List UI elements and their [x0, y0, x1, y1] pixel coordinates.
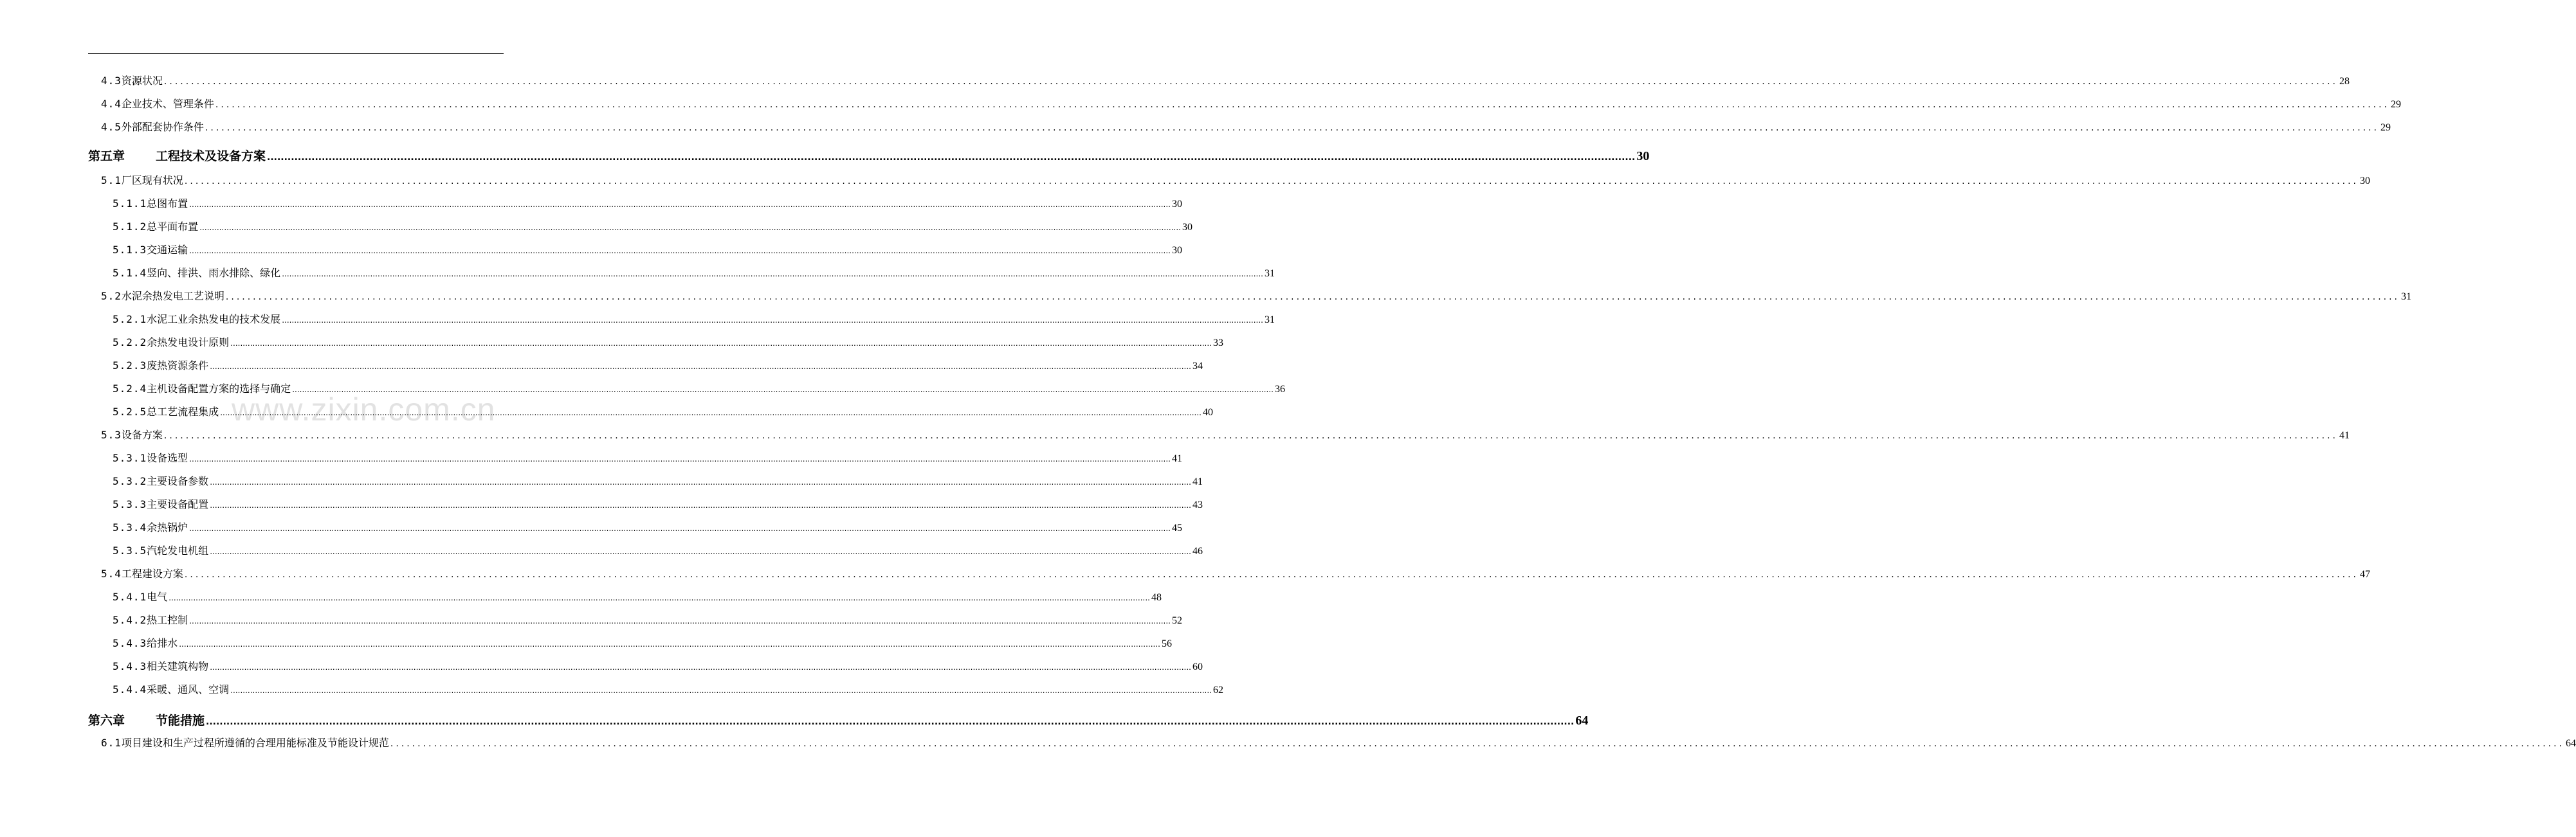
toc-entry[interactable]: [113, 404, 1213, 419]
dot-leader: ................................................................................................................................................................................................................................................................................................................................................................................................................: [210, 478, 1191, 487]
toc-entry-title: [113, 658, 208, 673]
dot-leader: ................................................................................................................................................................................................................................................................................................................................................................................................................: [189, 616, 1171, 626]
section-title: 热工控制: [147, 614, 188, 626]
toc-entry-title: [101, 566, 183, 580]
toc-entry-title: [101, 119, 204, 134]
section-number: 5.2.1: [113, 313, 147, 325]
section-title: 余热发电设计原则: [147, 336, 230, 348]
chapter-number: 第五章: [88, 149, 125, 163]
header-rule: [88, 53, 504, 54]
section-number: 5.4.1: [113, 591, 147, 603]
section-title: 总图布置: [147, 197, 188, 210]
toc-entry-title: [88, 147, 266, 164]
dot-leader: ................................................................................................................................................................................................................................................................................................................................................................................................................: [189, 455, 1171, 464]
section-title: 余热锅炉: [147, 521, 188, 534]
section-title: 交通运输: [147, 244, 188, 256]
page-number: 47: [2360, 569, 2370, 580]
section-number: 5.4.3: [113, 660, 147, 672]
section-number: 5.4: [101, 568, 122, 580]
toc-entry[interactable]: [113, 381, 1285, 395]
toc-entry[interactable]: [101, 96, 2401, 111]
section-number: 5.1.2: [113, 221, 147, 233]
toc-entry[interactable]: [113, 242, 1182, 256]
toc-entry-title: [113, 450, 188, 465]
section-number: 5.2.4: [113, 382, 147, 395]
toc-entry-title: [113, 219, 198, 233]
toc-entry[interactable]: [88, 147, 1650, 164]
dot-leader: ................................................................................................................................................................................................................................................................................................................................................................................................................: [282, 316, 1263, 325]
section-title: 主要设备配置: [147, 498, 209, 510]
section-title: 给排水: [147, 637, 178, 649]
toc-entry-title: [101, 427, 163, 442]
toc-entry-title: [113, 473, 208, 488]
section-number: 5.4.4: [113, 683, 147, 696]
section-number: 5.1.4: [113, 267, 147, 279]
section-number: 5.3.5: [113, 544, 147, 557]
toc-entry-title: [101, 73, 163, 87]
dot-leader: ................................................................................................................................................................................................................................................................................................................................................................................................................: [179, 640, 1160, 649]
page-number: 62: [1212, 685, 1223, 696]
page-number: 30: [1171, 245, 1182, 256]
section-number: 5.4.3: [113, 637, 147, 649]
dot-leader: ................................................................................................................................................................................................................................................................................................................................................................................................................: [189, 246, 1171, 255]
page-number: 34: [1192, 361, 1203, 372]
section-number: 4.3: [101, 75, 122, 87]
toc-entry[interactable]: [113, 543, 1203, 557]
chapter-title: 节能措施: [156, 714, 205, 728]
page-number: 64: [2566, 738, 2576, 749]
dot-leader: ................................................................................................................................................................................................................................................................................................................................................................................................................: [205, 123, 2379, 133]
toc-entry[interactable]: [113, 357, 1203, 372]
section-number: 4.5: [101, 121, 122, 133]
section-number: 5.2.2: [113, 336, 147, 348]
dot-leader: ................................................................................................................................................................................................................................................................................................................................................................................................................: [230, 686, 1212, 695]
toc-entry-title: [113, 519, 188, 534]
section-title: 采暖、通风、空调: [147, 683, 230, 696]
page-number: 41: [1171, 453, 1182, 464]
page-number: 45: [1171, 523, 1182, 534]
toc-entry-title: [113, 612, 188, 627]
section-title: 厂区现有状况: [121, 174, 183, 186]
section-title: 主机设备配置方案的选择与确定: [147, 382, 291, 395]
chapter-title: 工程技术及设备方案: [156, 149, 266, 163]
toc-entry-title: [113, 311, 280, 326]
section-number: 5.1.1: [113, 197, 147, 210]
dot-leader: ................................................................................................................................................................................................................................................................................................................................................................................................................: [282, 269, 1263, 278]
section-number: 5.3: [101, 429, 122, 441]
dot-leader: ................................................................................................................................................................................................................................................................................................................................................................................................................: [210, 547, 1191, 556]
page-number: 31: [1264, 268, 1275, 279]
section-title: 企业技术、管理条件: [121, 98, 214, 110]
dot-leader: ................................................................................................................................................................................................................................................................................................................................................................................................................: [206, 717, 1575, 727]
toc-entry-title: [113, 265, 280, 280]
chapter-number: 第六章: [88, 714, 125, 728]
toc-entry[interactable]: [113, 496, 1203, 511]
section-title: 总工艺流程集成: [147, 406, 219, 418]
toc-entry-title: [113, 195, 188, 210]
dot-leader: ................................................................................................................................................................................................................................................................................................................................................................................................................: [184, 570, 2359, 580]
page-number: 48: [1151, 592, 1162, 603]
page-number: 52: [1171, 615, 1182, 626]
section-number: 5.3.4: [113, 521, 147, 534]
toc-entry[interactable]: [101, 172, 2370, 187]
toc-entry[interactable]: [113, 311, 1275, 326]
page-number: 56: [1161, 638, 1172, 649]
dot-leader: ................................................................................................................................................................................................................................................................................................................................................................................................................: [189, 524, 1171, 533]
toc-entry-title: [101, 288, 224, 303]
page-number: 30: [1171, 199, 1182, 210]
toc-entry[interactable]: [113, 635, 1172, 650]
section-title: 电气: [147, 591, 168, 603]
toc-entry[interactable]: [113, 612, 1182, 627]
page-number: 31: [2401, 291, 2411, 302]
page-number: 60: [1192, 662, 1203, 672]
section-title: 项目建设和生产过程所遵循的合理用能标准及节能设计规范: [121, 737, 389, 749]
section-number: 5.4.2: [113, 614, 147, 626]
section-number: 5.2: [101, 290, 122, 302]
dot-leader: ................................................................................................................................................................................................................................................................................................................................................................................................................: [225, 292, 2400, 302]
toc-entry-title: [113, 242, 188, 256]
dot-leader: ................................................................................................................................................................................................................................................................................................................................................................................................................: [199, 223, 1181, 232]
section-title: 水泥余热发电工艺说明: [121, 290, 224, 302]
section-title: 相关建筑构物: [147, 660, 209, 672]
section-number: 5.3.1: [113, 452, 147, 464]
toc-entry-title: [113, 357, 208, 372]
toc-entry[interactable]: [113, 450, 1182, 465]
toc-entry[interactable]: [113, 658, 1203, 673]
toc-entry[interactable]: [101, 735, 2576, 750]
dot-leader: ................................................................................................................................................................................................................................................................................................................................................................................................................: [220, 408, 1201, 417]
section-title: 主要设备参数: [147, 475, 209, 487]
toc-entry[interactable]: [113, 681, 1223, 696]
section-title: 总平面布置: [147, 221, 199, 233]
toc-entry-title: [113, 589, 167, 604]
toc-entry[interactable]: [113, 473, 1203, 488]
page-number: 41: [2339, 430, 2350, 441]
dot-leader: ................................................................................................................................................................................................................................................................................................................................................................................................................: [189, 200, 1171, 209]
dot-leader: ................................................................................................................................................................................................................................................................................................................................................................................................................: [163, 76, 2338, 87]
section-title: 设备方案: [121, 429, 163, 441]
dot-leader: ................................................................................................................................................................................................................................................................................................................................................................................................................: [267, 152, 1636, 163]
watermark: www.zixin.com.cn: [232, 392, 496, 428]
dot-leader: ................................................................................................................................................................................................................................................................................................................................................................................................................: [210, 362, 1191, 371]
section-number: 5.3.2: [113, 475, 147, 487]
page-number: 43: [1192, 500, 1203, 510]
toc-entry[interactable]: [101, 73, 2350, 87]
page-number: 29: [2380, 122, 2391, 133]
toc-entry[interactable]: [113, 519, 1182, 534]
page-number: 30: [1636, 149, 1650, 163]
toc-entry[interactable]: [101, 427, 2350, 442]
dot-leader: ................................................................................................................................................................................................................................................................................................................................................................................................................: [215, 100, 2389, 110]
dot-leader: ................................................................................................................................................................................................................................................................................................................................................................................................................: [210, 663, 1191, 672]
section-number: 5.2.3: [113, 359, 147, 372]
toc-entry-title: [88, 711, 205, 728]
toc-entry-title: [113, 543, 208, 557]
section-title: 水泥工业余热发电的技术发展: [147, 313, 281, 325]
section-number: 5.1: [101, 174, 122, 186]
section-title: 资源状况: [121, 75, 163, 87]
dot-leader: ................................................................................................................................................................................................................................................................................................................................................................................................................: [292, 385, 1274, 394]
toc-entry[interactable]: [88, 711, 1589, 728]
toc-entry[interactable]: [101, 566, 2370, 580]
section-number: 6.1: [101, 737, 122, 749]
section-title: 汽轮发电机组: [147, 544, 209, 557]
dot-leader: ................................................................................................................................................................................................................................................................................................................................................................................................................: [210, 501, 1191, 510]
page-number: 30: [2360, 176, 2370, 186]
toc-entry-title: [101, 172, 183, 187]
section-number: 5.3.3: [113, 498, 147, 510]
toc-entry-title: [113, 635, 178, 650]
toc-entry-title: [113, 381, 291, 395]
section-number: 5.2.5: [113, 406, 147, 418]
section-title: 工程建设方案: [121, 568, 183, 580]
dot-leader: ................................................................................................................................................................................................................................................................................................................................................................................................................: [230, 339, 1212, 348]
page-number: 31: [1264, 314, 1275, 325]
page-number: 36: [1274, 384, 1285, 395]
section-number: 5.1.3: [113, 244, 147, 256]
page-number: 33: [1212, 338, 1223, 348]
page-number: 30: [1182, 222, 1192, 233]
page-number: 28: [2339, 76, 2350, 87]
page-number: 40: [1202, 407, 1213, 418]
page-number: 29: [2391, 99, 2401, 110]
section-title: 外部配套协作条件: [121, 121, 204, 133]
toc-entry[interactable]: [113, 334, 1223, 349]
dot-leader: ................................................................................................................................................................................................................................................................................................................................................................................................................: [184, 176, 2359, 186]
section-title: 废热资源条件: [147, 359, 209, 372]
dot-leader: ................................................................................................................................................................................................................................................................................................................................................................................................................: [163, 431, 2338, 441]
toc-entry[interactable]: [101, 288, 2411, 303]
toc-entry-title: [101, 96, 214, 111]
section-title: 设备选型: [147, 452, 188, 464]
page-number: 64: [1575, 714, 1589, 728]
toc-entry[interactable]: [113, 219, 1192, 233]
toc-entry-title: [113, 496, 208, 511]
toc-entry[interactable]: [101, 119, 2391, 134]
page-number: 41: [1192, 476, 1203, 487]
section-title: 竖向、排洪、雨水排除、绿化: [147, 267, 281, 279]
section-number: 4.4: [101, 98, 122, 110]
dot-leader: ................................................................................................................................................................................................................................................................................................................................................................................................................: [390, 739, 2564, 749]
dot-leader: ................................................................................................................................................................................................................................................................................................................................................................................................................: [169, 593, 1150, 602]
toc-entry[interactable]: [113, 265, 1275, 280]
page-number: 46: [1192, 546, 1203, 557]
toc-entry[interactable]: [113, 589, 1162, 604]
toc-entry[interactable]: [113, 195, 1182, 210]
toc-entry-title: [113, 334, 229, 349]
toc-entry-title: [113, 681, 229, 696]
toc-entry-title: [101, 735, 389, 750]
toc-entry-title: [113, 404, 219, 419]
